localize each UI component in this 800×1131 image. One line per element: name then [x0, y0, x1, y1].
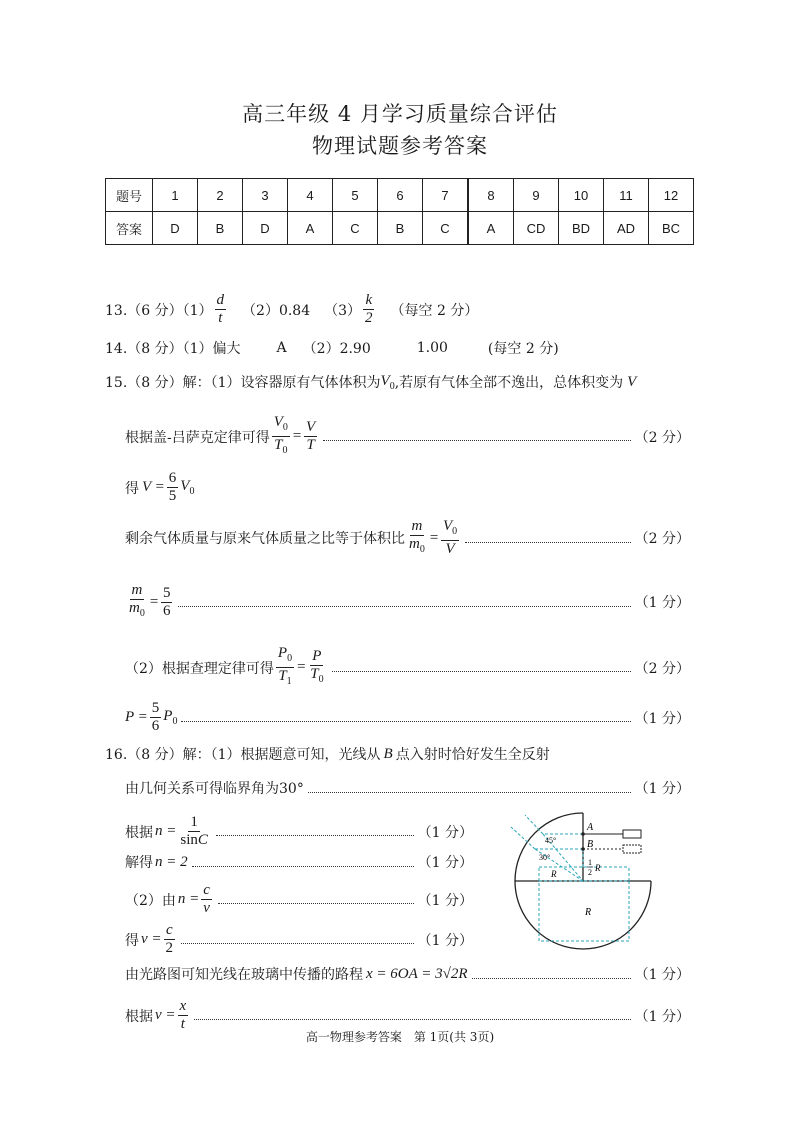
optics-diagram: [505, 805, 665, 960]
leader-dots: [323, 440, 630, 441]
table-cell: 5: [333, 179, 378, 212]
table-cell: AD: [604, 212, 649, 245]
q15-formula-v0-t0: $\frac{V_0}{T_0}$: [273, 414, 288, 456]
q15-l2-text: 得: [125, 480, 139, 497]
leader-dots: [465, 542, 631, 543]
question-13: [105, 292, 478, 327]
diagram-label-half-den: 2: [588, 868, 592, 877]
table-cell: CD: [514, 212, 559, 245]
table-cell: BC: [649, 212, 694, 245]
table-cell: 9: [514, 179, 559, 212]
q15-formula-5-6-p: $\frac{5}{6}$: [151, 700, 160, 734]
q16-l5-text: 得: [125, 932, 139, 949]
table-cell: BD: [559, 212, 604, 245]
diagram-label-30: 30°: [539, 853, 551, 862]
q16-l3-text: 解得: [125, 855, 153, 871]
question-16-intro: [105, 744, 550, 764]
q15-intro-text: 15.（8 分）解：（1）设容器原有气体体积为: [105, 375, 381, 391]
q16-formula-c-2: $\frac{c}{2}$: [165, 922, 174, 956]
q16-line-2: 根据 n = $\frac{1}{\sin C}$ （1 分）: [125, 814, 473, 848]
table-cell: 2: [198, 179, 243, 212]
q16-l6-equation: x = 6OA = 3√2R: [366, 965, 468, 982]
question-14: [105, 338, 559, 358]
q13-label: 13.（6 分）（1）: [105, 302, 213, 319]
q14-note: (每空 2 分): [487, 341, 559, 357]
table-cell: D: [243, 212, 288, 245]
q15-l6-score: （1 分）: [634, 710, 690, 727]
diagram-label-b: B: [587, 839, 594, 850]
q14-value-100: 1.00: [416, 340, 448, 356]
row-header-answer: 答案: [106, 212, 153, 245]
q16-formula-x-t: $\frac{x}{t}$: [179, 998, 187, 1032]
table-cell: 8: [468, 179, 514, 212]
leader-dots: [218, 903, 414, 904]
q15-intro-text-2: ,若原有气体全部不逸出，总体积变为: [394, 375, 624, 391]
leader-dots: [308, 792, 631, 793]
table-cell: 3: [243, 179, 288, 212]
question-number-row: [106, 179, 694, 212]
leader-dots: [332, 671, 631, 672]
q16-line-7: 根据 v = $\frac{x}{t}$ （1 分）: [125, 998, 690, 1032]
q15-line-4: $\frac{m}{m_0}$ = $\frac{5}{6}$ （1 分）: [125, 582, 690, 622]
q14-label: 14.（8 分）（1）偏大: [105, 341, 241, 357]
q16-intro-text: 16.（8 分）解：（1）根据题意可知，光线从: [105, 747, 381, 763]
q13-note: （每空 2 分）: [390, 302, 479, 319]
q15-l1-score: （2 分）: [634, 429, 690, 446]
q16-l7-text: 根据: [125, 1008, 153, 1025]
q16-l2-text: 根据: [125, 824, 153, 841]
table-cell: B: [378, 212, 423, 245]
q15-line-1: 根据盖-吕萨克定律可得 $\frac{V_0}{T_0}$ = $\frac{V}{T}$ （2 分）: [125, 414, 690, 459]
q15-formula-5-6: $\frac{5}{6}$: [162, 584, 171, 619]
q16-l3-score: （1 分）: [417, 855, 473, 871]
q15-l5-text: （2）根据查理定律可得: [125, 660, 274, 677]
page-title: 高三年级 4 月学习质量综合评估: [242, 102, 558, 126]
table-cell: D: [153, 212, 198, 245]
q15-formula-p-t0: $\frac{P}{T_0}$: [310, 647, 324, 685]
answer-table: [105, 178, 694, 245]
q16-l2-score: （1 分）: [417, 824, 473, 841]
q15-l5-score: （2 分）: [634, 660, 690, 677]
diagram-label-a: A: [587, 822, 594, 833]
q16-l1-text: 由几何关系可得临界角为30°: [125, 781, 304, 797]
table-cell: B: [198, 212, 243, 245]
q15-formula-v-t: $\frac{V}{T}$: [306, 419, 316, 453]
diagram-label-45: 45°: [545, 836, 557, 845]
q16-l4-score: （1 分）: [417, 892, 473, 909]
q16-line-4: （2）由 n = $\frac{c}{v}$ （1 分）: [125, 882, 473, 916]
q16-line-5: 得 v = $\frac{c}{2}$ （1 分）: [125, 922, 473, 956]
q15-v: V: [627, 373, 637, 390]
page-footer: 高一物理参考答案 第 1页(共 3页): [305, 1030, 495, 1044]
diagram-label-r: R: [551, 869, 557, 879]
table-cell: 4: [288, 179, 333, 212]
q16-line-6: [125, 964, 690, 984]
table-cell: 6: [378, 179, 423, 212]
q16-formula-1-sinc: $\frac{1}{\sin C}$: [180, 814, 208, 848]
table-cell: A: [288, 212, 333, 245]
page-subtitle: 物理试题参考答案: [312, 134, 488, 158]
q15-l3-score: （2 分）: [634, 531, 690, 547]
table-cell: 12: [649, 179, 694, 212]
q16-line-1: [125, 778, 690, 798]
q15-formula-m-m0: $\frac{m}{m_0}$: [409, 518, 425, 555]
diagram-label-r-lower: R: [585, 907, 592, 918]
leader-dots: [194, 1019, 630, 1020]
answer-row: [106, 212, 694, 245]
leader-dots: [181, 943, 414, 944]
table-cell: 7: [423, 179, 469, 212]
q15-line-5: （2）根据查理定律可得 $\frac{P_0}{T_1}$ = $\frac{P}{T_0}$ （2 分）: [125, 645, 690, 690]
q15-l1-text: 根据盖-吕萨克定律可得: [125, 429, 270, 446]
diagram-label-half-r: R: [595, 863, 601, 873]
table-cell: 11: [604, 179, 649, 212]
q14-value-290: （2）2.90: [302, 341, 371, 357]
leader-dots: [181, 721, 630, 722]
table-cell: 10: [559, 179, 604, 212]
q16-formula-c-v: $\frac{c}{v}$: [203, 882, 210, 916]
q15-formula-p0-t1: $\frac{P_0}{T_1}$: [277, 645, 293, 687]
table-cell: C: [423, 212, 469, 245]
table-cell: C: [333, 212, 378, 245]
row-header-number: 题号: [106, 179, 153, 212]
q16-point-b: B: [383, 745, 393, 762]
leader-dots: [178, 606, 630, 607]
q16-l6-text: 由光路图可知光线在玻璃中传播的路程: [125, 967, 363, 983]
question-15-intro: [105, 372, 636, 392]
q16-l7-score: （1 分）: [634, 1008, 690, 1025]
q15-v0: $V_0$: [380, 372, 395, 392]
q16-l3-equation: n = 2: [155, 853, 188, 870]
q13-fraction-k-2: $\frac{k}{2}$: [365, 292, 373, 326]
leader-dots: [216, 835, 414, 836]
table-cell: A: [468, 212, 514, 245]
q15-formula-m-m0-result: $\frac{m}{m_0}$: [129, 582, 145, 619]
diagram-label-half-num: 1: [588, 858, 592, 867]
leader-dots: [472, 978, 631, 979]
table-cell: 1: [153, 179, 198, 212]
q16-line-3: [125, 852, 473, 872]
q13-part2: （2）0.84: [242, 302, 311, 319]
q15-line-6: P = $\frac{5}{6}$ $P_0$ （1 分）: [125, 700, 690, 734]
q16-l4-text: （2）由: [125, 892, 176, 909]
q14-value-a: A: [276, 340, 287, 356]
q13-part3: （3）: [324, 302, 362, 319]
q16-l6-score: （1 分）: [634, 967, 690, 983]
q15-l3-text: 剩余气体质量与原来气体质量之比等于体积比: [125, 531, 405, 547]
q15-line-3: 剩余气体质量与原来气体质量之比等于体积比 $\frac{m}{m_0}$ = $\frac{V_0}{V}$ （2 分）: [125, 518, 690, 557]
q15-formula-v0-v: $\frac{V_0}{V}$: [442, 518, 458, 557]
q15-formula-6-5: $\frac{6}{5}$: [168, 470, 177, 504]
leader-dots: [192, 866, 414, 867]
q13-fraction-d-t: $\frac{d}{t}$: [216, 292, 225, 326]
q16-l5-score: （1 分）: [417, 932, 473, 949]
q16-intro-text-2: 点入射时恰好发生全反射: [395, 747, 550, 763]
q16-l1-score: （1 分）: [634, 781, 690, 797]
q15-l4-score: （1 分）: [634, 595, 690, 611]
q15-line-2: 得 V = $\frac{6}{5}$ $V_0$: [125, 470, 195, 504]
